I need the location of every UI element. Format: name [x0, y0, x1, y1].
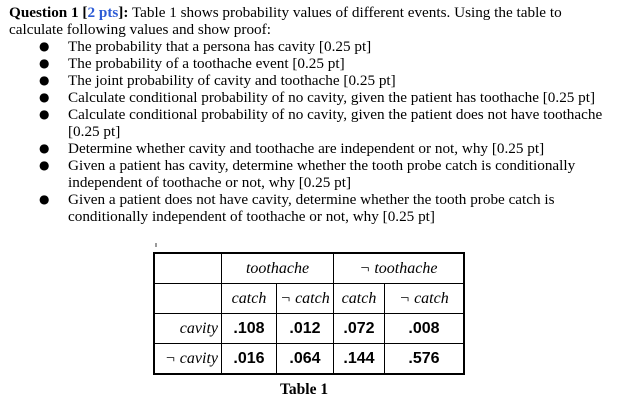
row-label-no-cavity: ¬ cavity	[155, 344, 221, 373]
bullet-icon: ●	[39, 90, 50, 104]
task-text: The probability of a toothache event [0.25 pt]	[68, 55, 345, 72]
bullet-icon: ●	[39, 141, 50, 155]
table-cell: .008	[385, 314, 463, 343]
bullet-icon: ●	[39, 158, 50, 172]
header-no-toothache: ¬ toothache	[334, 254, 463, 283]
table-cell: .576	[385, 344, 463, 373]
table-cell: .144	[334, 344, 384, 373]
task-text: The joint probability of cavity and toothache [0.25 pt]	[68, 72, 396, 89]
header-catch: catch	[222, 284, 276, 313]
question-intro: Table 1 shows probability values of different events. Using the table to calculate following values and show proof:	[9, 4, 562, 38]
task-text: Given a patient does not have cavity, determine whether the tooth probe catch is conditionally independent of toothache or not, why [0.25 pt]	[68, 191, 555, 225]
row-label-cavity: cavity	[155, 314, 221, 343]
task-text: Given a patient has cavity, determine whether the tooth probe catch is conditionally independent of toothache or not, why [0.25 pt]	[68, 157, 576, 191]
task-item	[9, 191, 619, 225]
table-cell: .064	[277, 344, 333, 373]
task-text: Determine whether cavity and toothache are independent or not, why [0.25 pt]	[68, 140, 545, 157]
bullet-icon: ●	[39, 39, 50, 53]
task-item	[9, 89, 619, 106]
question-title: Question 1 [	[9, 4, 88, 21]
task-text: Calculate conditional probability of no cavity, given the patient does not have toothache [0.25 pt]	[68, 106, 603, 140]
table-cell: .012	[277, 314, 333, 343]
table-cell: .072	[334, 314, 384, 343]
probability-table-wrapper	[153, 252, 465, 375]
probability-table	[153, 252, 465, 375]
task-item	[9, 106, 619, 140]
corner-cell	[155, 284, 221, 313]
bullet-icon: ●	[39, 192, 50, 206]
question-points: 2 pts	[87, 4, 119, 21]
bullet-icon: ●	[39, 107, 50, 121]
task-item	[9, 38, 619, 55]
table-row	[155, 344, 463, 373]
table-cell: .016	[222, 344, 276, 373]
header-toothache: toothache	[222, 254, 333, 283]
question-title-end: ]:	[118, 4, 129, 21]
task-item	[9, 55, 619, 72]
table-cell: .108	[222, 314, 276, 343]
stray-mark	[155, 243, 157, 247]
question-header	[9, 4, 619, 38]
bullet-icon: ●	[39, 73, 50, 87]
header-catch: catch	[334, 284, 384, 313]
task-text: Calculate conditional probability of no cavity, given the patient has toothache [0.25 pt]	[68, 89, 596, 106]
corner-cell	[155, 254, 221, 283]
task-item	[9, 157, 619, 191]
table-row	[155, 314, 463, 343]
bullet-icon: ●	[39, 56, 50, 70]
question-block	[9, 4, 619, 225]
task-item	[9, 140, 619, 157]
group-header-row	[155, 254, 463, 283]
sub-header-row	[155, 284, 463, 313]
task-list	[9, 38, 619, 225]
header-no-catch: ¬ catch	[385, 284, 463, 313]
task-item	[9, 72, 619, 89]
header-no-catch: ¬ catch	[277, 284, 333, 313]
table-caption: Table 1	[280, 381, 329, 398]
task-text: The probability that a persona has cavity [0.25 pt]	[68, 38, 372, 55]
